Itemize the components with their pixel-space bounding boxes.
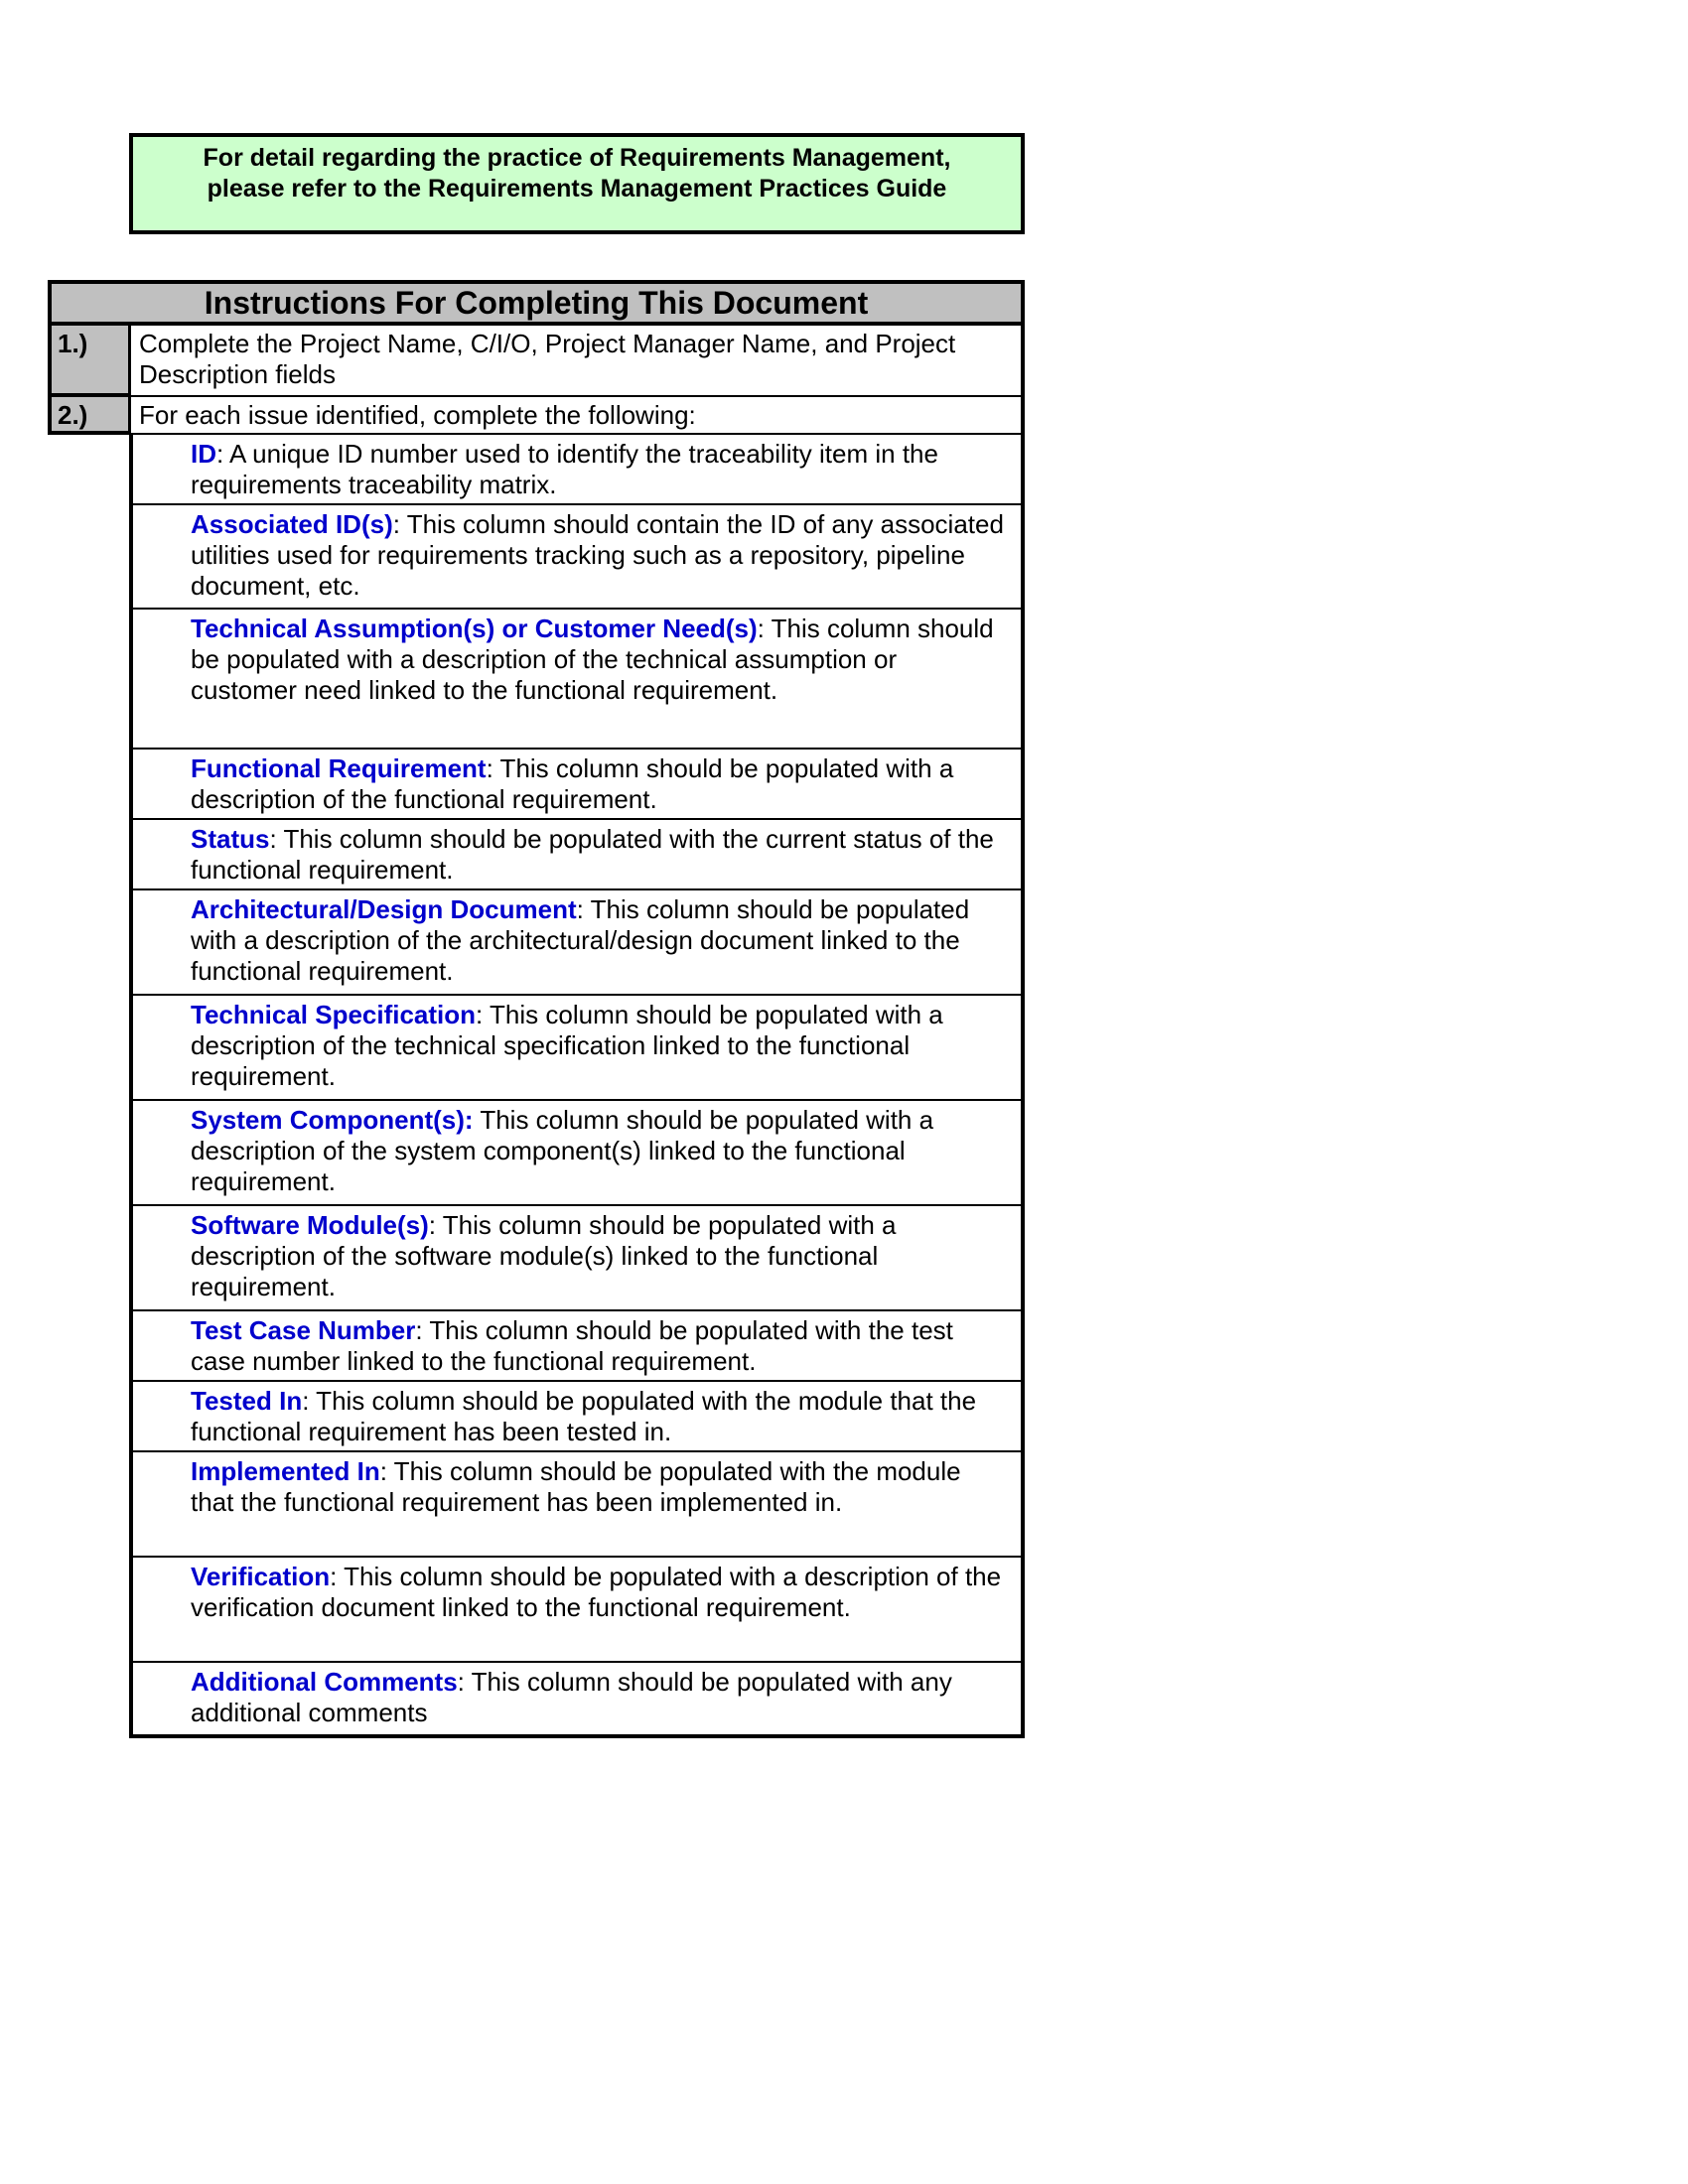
field-description: : This column should be populated with a description of the functional requirement. <box>191 753 954 814</box>
field-item-id <box>133 435 1021 505</box>
instructions-title: Instructions For Completing This Document <box>48 280 1025 326</box>
field-item-test-case-number <box>133 1311 1021 1382</box>
field-item-tested-in <box>133 1382 1021 1452</box>
field-item-functional-requirement <box>133 750 1021 820</box>
field-term: Status <box>191 824 270 854</box>
field-term: Tested In <box>191 1386 303 1416</box>
field-term: Verification <box>191 1562 331 1591</box>
field-description: : This column should contain the ID of any associated utilities used for requirements tracking such as a repository, pipeline document, etc. <box>191 509 1004 601</box>
field-term: Additional Comments <box>191 1667 458 1697</box>
field-description: : This column should be populated with the test case number linked to the functional requirement. <box>191 1315 953 1376</box>
field-description: This column should be populated with a description of the system component(s) linked to the functional requirement. <box>191 1105 934 1196</box>
step-number: 2.) <box>48 397 131 435</box>
field-item-technical-specification <box>133 996 1021 1101</box>
step-text: Complete the Project Name, C/I/O, Project Manager Name, and Project Description fields <box>131 326 1025 397</box>
field-term: Technical Specification <box>191 1000 477 1029</box>
field-item-software-modules <box>133 1206 1021 1311</box>
field-term: System Component(s): <box>191 1105 474 1135</box>
field-term: Test Case Number <box>191 1315 416 1345</box>
field-term: Associated ID(s) <box>191 509 393 539</box>
field-term: Software Module(s) <box>191 1210 429 1240</box>
field-item-implemented-in <box>133 1452 1021 1558</box>
note-line-2: please refer to the Requirements Management Practices Guide <box>207 175 947 203</box>
field-description: : A unique ID number used to identify the traceability item in the requirements traceability matrix. <box>191 439 938 499</box>
field-item-additional-comments <box>133 1663 1021 1734</box>
field-description: : This column should be populated with a description of the verification document linked to the functional requirement. <box>191 1562 1002 1622</box>
field-description: : This column should be populated with a description of the technical assumption or customer need linked to the functional requirement. <box>191 614 994 705</box>
field-description: : This column should be populated with a description of the software module(s) linked to the functional requirement. <box>191 1210 897 1301</box>
field-term: ID <box>191 439 216 469</box>
field-description: : This column should be populated with any additional comments <box>191 1667 952 1727</box>
field-item-architectural-design-document <box>133 890 1021 996</box>
step-number: 1.) <box>48 326 131 397</box>
field-item-associated-ids <box>133 505 1021 610</box>
field-description: : This column should be populated with a description of the technical specification linked to the functional requirement. <box>191 1000 943 1091</box>
step-row-1 <box>48 326 1025 397</box>
field-description: : This column should be populated with a description of the architectural/design document linked to the functional requirement. <box>191 894 970 986</box>
field-item-system-components <box>133 1101 1021 1206</box>
field-item-status <box>133 820 1021 890</box>
field-term: Architectural/Design Document <box>191 894 577 924</box>
practices-guide-note <box>129 133 1025 234</box>
field-description: : This column should be populated with the current status of the functional requirement. <box>191 824 994 885</box>
field-term: Functional Requirement <box>191 753 487 783</box>
step-row-2 <box>48 397 1025 435</box>
note-line-1: For detail regarding the practice of Requirements Management, <box>203 144 951 172</box>
field-item-technical-assumptions <box>133 610 1021 750</box>
field-term: Technical Assumption(s) or Customer Need(s) <box>191 614 758 643</box>
field-description: : This column should be populated with the module that the functional requirement has been tested in. <box>191 1386 977 1446</box>
instructions-table <box>48 280 1025 1738</box>
step-text: For each issue identified, complete the following: <box>131 397 1025 435</box>
field-term: Implemented In <box>191 1456 380 1486</box>
field-description: : This column should be populated with the module that the functional requirement has been implemented in. <box>191 1456 961 1517</box>
field-descriptions <box>129 435 1025 1738</box>
field-item-verification <box>133 1558 1021 1663</box>
